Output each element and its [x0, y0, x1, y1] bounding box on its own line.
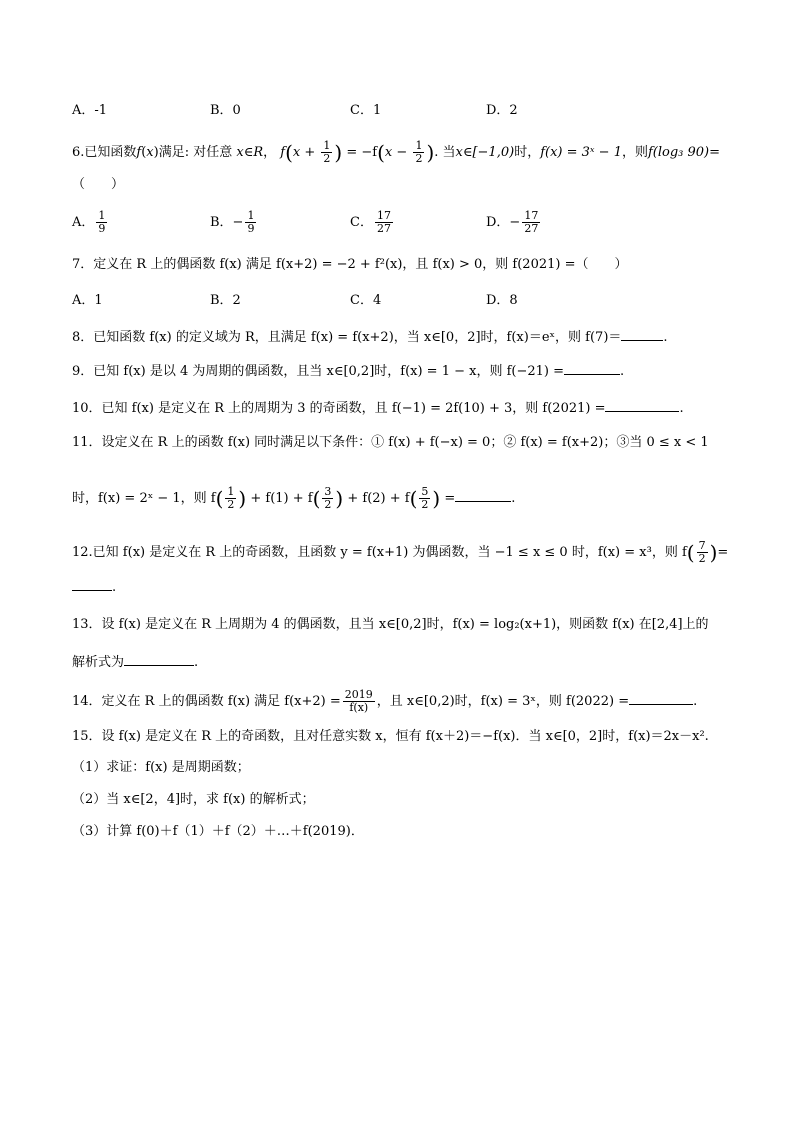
- q6-fx-def: f(x) = 3ˣ − 1: [540, 145, 622, 160]
- q5-option-a: A．-1: [72, 103, 108, 118]
- q6-option-d-num: 17: [524, 209, 539, 222]
- q11-line2-a: 时，f(x) = 2ˣ − 1，则 f: [72, 491, 216, 506]
- q11-frac-1-2: [225, 486, 236, 511]
- q13-line2-text: 解析式为: [72, 655, 125, 670]
- q11-frac-5-2: [419, 486, 430, 511]
- q11-f2: + f(2) + f: [347, 491, 410, 506]
- q6-half-den-2: 2: [415, 152, 423, 165]
- q6-option-b-den: 9: [247, 222, 255, 235]
- q9-stem: [72, 361, 724, 381]
- q15-sub2: （2）当 x∈[2，4]时，求 f(x) 的解析式；: [72, 792, 315, 807]
- q6-target: f(log₃ 90)=: [647, 145, 721, 160]
- q11-frac-den-1: 2: [227, 498, 235, 511]
- q12-period: .: [112, 580, 117, 595]
- q5-option-c: C．1: [350, 103, 382, 118]
- q6-answer-paren: （ ）: [72, 177, 125, 192]
- q8-period: .: [663, 330, 668, 345]
- q14-frac-num: 2019: [344, 688, 373, 701]
- q10-period: .: [679, 401, 684, 416]
- q11-frac-num-3: 3: [324, 485, 332, 498]
- q11-line1: 11．设定义在 R 上的函数 f(x) 同时满足以下条件：① f(x) + f(−x) = 0；② f(x) = f(x+2)；③当 0 ≤ x < 1: [72, 435, 709, 450]
- q8-answer-blank[interactable]: [621, 327, 663, 341]
- q7-option-b: B．2: [210, 293, 241, 308]
- q11-line2: 时，f(x) = 2ˣ − 1，则 f( $\frac{1}{2}$ ) + f(1) + f( $\frac{3}{2}$ ) + f(2) + f( $\frac{5}{2}$ ) = .: [72, 485, 516, 511]
- q15-sub3: （3）计算 f(0)＋f（1）＋f（2）＋…＋f(2019)．: [72, 824, 364, 839]
- q6-option-a-den: 9: [98, 222, 106, 235]
- q11-frac-den-3: 2: [324, 498, 332, 511]
- q7-option-a: A．1: [72, 293, 103, 308]
- q6-option-a-num: 1: [98, 209, 106, 222]
- q6-eq-mid: = −f: [346, 145, 378, 160]
- q6-option-b-frac: [245, 210, 256, 235]
- q6-option-a-frac: [96, 210, 107, 235]
- q7-option-d: D．8: [486, 293, 518, 308]
- q6-time: 时，: [514, 145, 541, 160]
- q7-stem: 7．定义在 R 上的偶函数 f(x) 满足 f(x+2) = −2 + f²(x)，且 f(x) > 0，则 f(2021) =（ ）: [72, 257, 628, 272]
- q12-frac-7-2: [697, 540, 708, 565]
- q9-answer-blank[interactable]: [564, 361, 620, 375]
- q13-line1: 13．设 f(x) 是定义在 R 上周期为 4 的偶函数，且当 x∈[0,2]时，f(x) = log₂(x+1)，则函数 f(x) 在[2,4]上的: [72, 617, 709, 632]
- q14-suffix: ，且 x∈[0,2)时，f(x) = 3ˣ，则 f(2022) =: [376, 694, 630, 709]
- q6-option-c-num: 17: [376, 209, 391, 222]
- q6-half-frac-2: [413, 140, 424, 165]
- q12-eq: =: [717, 545, 729, 560]
- q6-then: ，则: [621, 145, 648, 160]
- q6-option-c-den: 27: [376, 222, 391, 235]
- q12-line1-a: 12.已知 f(x) 是定义在 R 上的奇函数，且函数 y = f(x+1) 为偶函数，当 −1 ≤ x ≤ 0 时，f(x) = x³，则 f: [72, 545, 687, 560]
- q6-comma: ，: [263, 145, 277, 160]
- q14-period: .: [693, 694, 698, 709]
- q6-option-a: [72, 210, 109, 235]
- q6-cond: x∈R: [236, 145, 264, 160]
- q11-frac-num-5: 5: [421, 485, 429, 498]
- q14-answer-blank[interactable]: [629, 691, 693, 705]
- q9-text: 9．已知 f(x) 是以 4 为周期的偶函数，且当 x∈[0,2]时，f(x) = 1 − x，则 f(−21) =: [72, 364, 565, 379]
- q6-when: . 当: [434, 145, 456, 160]
- q12-line1: 12.已知 f(x) 是定义在 R 上的奇函数，且函数 y = f(x+1) 为偶函数，当 −1 ≤ x ≤ 0 时，f(x) = x³，则 f( $\frac{7}{2}$ )=: [72, 539, 729, 565]
- q13-period: .: [194, 655, 199, 670]
- q6-option-a-label: A．: [72, 215, 95, 230]
- q8-text: 8．已知函数 f(x) 的定义域为 R，且满足 f(x) = f(x+2)，当 x∈[0，2]时，f(x)＝eˣ，则 f(7)＝: [72, 330, 622, 345]
- q6-prefix: 6.已知函数: [72, 145, 137, 160]
- q12-frac-num: 7: [698, 539, 706, 552]
- q7-option-c: C．4: [350, 293, 382, 308]
- q6-option-d-label: D．−: [486, 215, 521, 230]
- q10-answer-blank[interactable]: [605, 398, 679, 412]
- q6-option-b: [210, 210, 258, 235]
- q6-half-num-2: 1: [415, 139, 423, 152]
- q6-option-d: [486, 210, 542, 235]
- q11-period: .: [511, 491, 516, 506]
- q6-option-c-frac: [375, 210, 393, 235]
- q10-text: 10．已知 f(x) 是定义在 R 上的周期为 3 的奇函数，且 f(−1) = 2f(10) + 3，则 f(2021) =: [72, 401, 606, 416]
- q6-option-c: [350, 210, 395, 235]
- q13-answer-blank[interactable]: [124, 652, 194, 666]
- q10-stem: [72, 398, 724, 418]
- q14-prefix: 14．定义在 R 上的偶函数 f(x) 满足 f(x+2) =: [72, 694, 341, 709]
- q6-mid1: 满足: 对任意: [158, 145, 233, 160]
- q11-answer-blank[interactable]: [455, 488, 511, 502]
- q14-frac: [343, 689, 375, 714]
- q6-option-b-label: B．−: [210, 215, 244, 230]
- q6-half-den-1: 2: [323, 152, 331, 165]
- q12-answer-blank[interactable]: [72, 577, 112, 591]
- q6-option-c-label: C．: [350, 215, 373, 230]
- q9-period: .: [620, 364, 625, 379]
- q6-option-b-num: 1: [247, 209, 255, 222]
- q15-stem: 15．设 f(x) 是定义在 R 上的奇函数，且对任意实数 x，恒有 f(x＋2)＝−f(x)．当 x∈[0，2]时，f(x)＝2x－x².: [72, 729, 709, 744]
- q6-stem: 6.已知函数f(x)满足: 对任意 x∈R， f(x + $\frac{1}{2}$ ) = −f(x − $\frac{1}{2}$ ). 当x∈[−1,0)时，f(x) = 3ˣ − 1，则f(log₃ 90)=: [72, 139, 721, 165]
- q12-frac-den: 2: [698, 552, 706, 565]
- q15-sub1: （1）求证：f(x) 是周期函数；: [72, 760, 250, 775]
- q11-eq: =: [444, 491, 456, 506]
- q13-line2: [72, 652, 724, 672]
- q11-frac-num-1: 1: [227, 485, 235, 498]
- q5-option-b: B．0: [210, 103, 241, 118]
- q6-half-frac-1: [321, 140, 332, 165]
- q5-option-d: D．2: [486, 103, 518, 118]
- q6-option-d-frac: [522, 210, 540, 235]
- q6-eq-lhs: f: [280, 145, 286, 160]
- q8-stem: [72, 327, 724, 347]
- q6-half-num-1: 1: [323, 139, 331, 152]
- q11-f1: + f(1) + f: [250, 491, 313, 506]
- q12-line2: [72, 577, 724, 597]
- q6-option-d-den: 27: [524, 222, 539, 235]
- q14-stem: [72, 689, 724, 714]
- q11-frac-den-5: 2: [421, 498, 429, 511]
- q11-frac-3-2: [322, 486, 333, 511]
- q14-frac-den: f(x): [349, 701, 369, 714]
- q6-interval: x∈[−1,0): [455, 145, 515, 160]
